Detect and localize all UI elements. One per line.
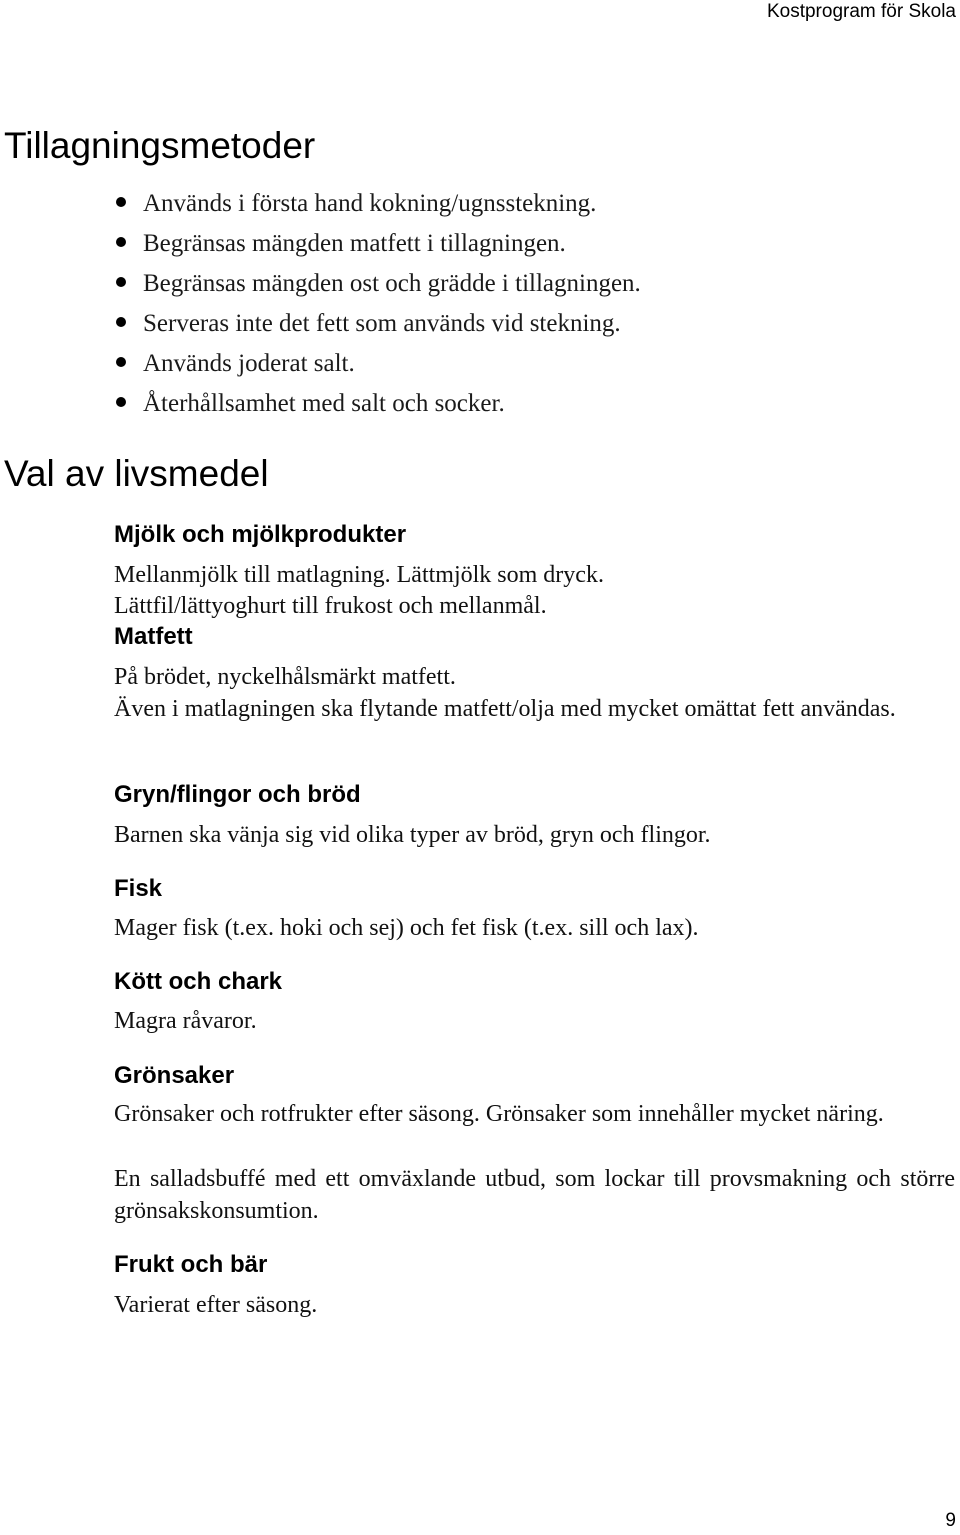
subheading-fisk: Fisk bbox=[114, 875, 163, 902]
paragraph: Magra råvaror. bbox=[114, 1008, 257, 1034]
paragraph: En salladsbuffé med ett omväxlande utbud, som lockar till provsmakning och större grönsakskonsumtion. bbox=[114, 1166, 955, 1224]
paragraph: Varierat efter säsong. bbox=[114, 1292, 318, 1318]
bullet-icon bbox=[116, 237, 126, 247]
paragraph: Lättfil/lättyoghurt till frukost och mellanmål. bbox=[114, 593, 547, 619]
bullet-icon bbox=[116, 357, 126, 367]
bullet-icon bbox=[116, 397, 126, 407]
paragraph: Barnen ska vänja sig vid olika typer av bröd, gryn och flingor. bbox=[114, 822, 711, 848]
paragraph: Även i matlagningen ska flytande matfett/olja med mycket omättat fett användas. bbox=[114, 696, 896, 722]
page-number: 9 bbox=[945, 1510, 956, 1531]
subheading-frukt: Frukt och bär bbox=[114, 1251, 268, 1278]
paragraph: Mager fisk (t.ex. hoki och sej) och fet fisk (t.ex. sill och lax). bbox=[114, 915, 699, 941]
paragraph: Grönsaker och rotfrukter efter säsong. Grönsaker som innehåller mycket näring. bbox=[114, 1101, 884, 1127]
heading-val-av-livsmedel: Val av livsmedel bbox=[4, 453, 269, 494]
running-header: Kostprogram för Skola bbox=[766, 1, 956, 22]
subheading-gryn: Gryn/flingor och bröd bbox=[114, 781, 361, 808]
bullet-icon bbox=[116, 317, 126, 327]
subheading-matfett: Matfett bbox=[114, 623, 193, 650]
heading-tillagningsmetoder: Tillagningsmetoder bbox=[4, 125, 316, 166]
paragraph: Mellanmjölk till matlagning. Lättmjölk som dryck. bbox=[114, 562, 604, 588]
bullet-icon bbox=[116, 277, 126, 287]
subheading-gronsaker: Grönsaker bbox=[114, 1062, 235, 1089]
paragraph: På brödet, nyckelhålsmärkt matfett. bbox=[114, 664, 456, 690]
bullet-icon bbox=[116, 197, 126, 207]
subheading-kott: Kött och chark bbox=[114, 968, 283, 995]
subheading-mjolk: Mjölk och mjölkprodukter bbox=[114, 521, 407, 548]
